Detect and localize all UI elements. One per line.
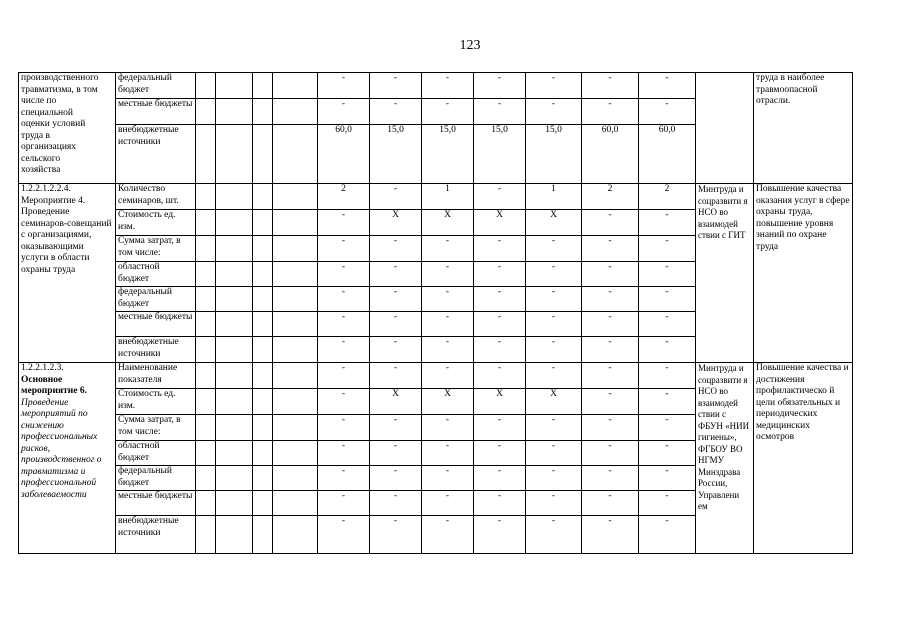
value-cell: -: [582, 99, 639, 125]
value-cell: -: [526, 491, 582, 516]
value-cell: -: [474, 287, 526, 312]
value-cell: -: [422, 262, 474, 287]
value-cell: -: [370, 262, 422, 287]
value-cell: -: [639, 312, 696, 337]
value-cell: -: [370, 236, 422, 262]
value-cell: -: [318, 466, 370, 491]
value-cell: -: [422, 441, 474, 466]
empty-cell: [273, 312, 318, 337]
value-cell: -: [370, 441, 422, 466]
empty-cell: [273, 99, 318, 125]
value-cell: X: [474, 389, 526, 415]
indicator-label: Сумма затрат, в том числе:: [116, 236, 196, 262]
empty-cell: [216, 262, 253, 287]
empty-cell: [253, 262, 273, 287]
value-cell: -: [526, 236, 582, 262]
value-cell: -: [370, 337, 422, 363]
value-cell: -: [639, 441, 696, 466]
empty-cell: [253, 312, 273, 337]
empty-cell: [253, 516, 273, 554]
value-cell: -: [422, 516, 474, 554]
activity-name-cell: [19, 184, 116, 363]
value-cell: -: [422, 415, 474, 441]
empty-cell: [253, 210, 273, 236]
indicator-label: Количество семинаров, шт.: [116, 184, 196, 210]
empty-cell: [196, 184, 216, 210]
activity-title: Мероприятие 4.: [21, 195, 86, 206]
value-cell: -: [526, 262, 582, 287]
value-cell: -: [422, 363, 474, 389]
empty-cell: [196, 125, 216, 184]
value-cell: -: [526, 516, 582, 554]
activity-name-line: организациях: [21, 142, 77, 152]
indicator-label: внебюджетные источники: [116, 125, 196, 184]
activity-description: Проведение мероприятий по снижению профессиональных рисков, производственног о травматизма и профессиональной заболеваемости: [21, 397, 102, 500]
value-cell: -: [582, 491, 639, 516]
value-cell: -: [318, 441, 370, 466]
value-cell: -: [422, 236, 474, 262]
empty-cell: [216, 491, 253, 516]
activity-name-line: сельского: [21, 153, 61, 164]
expected-result-cell: Повышение качества и достижения профилактическо й цели обязательных и периодических медицинских осмотров: [754, 363, 853, 554]
empty-cell: [196, 99, 216, 125]
value-cell: 15,0: [526, 125, 582, 184]
empty-cell: [273, 441, 318, 466]
value-cell: 2: [582, 184, 639, 210]
indicator-label: областной бюджет: [116, 441, 196, 466]
indicator-label: Сумма затрат, в том числе:: [116, 415, 196, 441]
empty-cell: [196, 491, 216, 516]
value-cell: -: [474, 184, 526, 210]
empty-cell: [273, 363, 318, 389]
empty-cell: [196, 312, 216, 337]
value-cell: 15,0: [370, 125, 422, 184]
empty-cell: [216, 516, 253, 554]
table-row: [19, 184, 853, 210]
empty-cell: [273, 466, 318, 491]
empty-cell: [196, 287, 216, 312]
activity-description: Проведение семинаров-совещаний с организациями, оказывающими услуги в области охраны труда: [21, 207, 112, 275]
value-cell: -: [422, 73, 474, 99]
value-cell: 1: [422, 184, 474, 210]
empty-cell: [216, 125, 253, 184]
empty-cell: [196, 337, 216, 363]
indicator-label: федеральный бюджет: [116, 466, 196, 491]
empty-cell: [273, 516, 318, 554]
value-cell: -: [474, 363, 526, 389]
value-cell: -: [318, 312, 370, 337]
empty-cell: [196, 466, 216, 491]
empty-cell: [253, 125, 273, 184]
empty-cell: [253, 184, 273, 210]
value-cell: -: [474, 99, 526, 125]
activity-code: 1.2.2.1.2.2.4.: [21, 184, 71, 194]
indicator-label: местные бюджеты: [116, 491, 196, 516]
value-cell: -: [639, 389, 696, 415]
empty-cell: [273, 184, 318, 210]
empty-cell: [253, 73, 273, 99]
empty-cell: [216, 389, 253, 415]
empty-cell: [196, 441, 216, 466]
value-cell: -: [422, 312, 474, 337]
activity-name-line: производственного: [21, 73, 99, 83]
value-cell: -: [582, 466, 639, 491]
value-cell: -: [526, 287, 582, 312]
empty-cell: [196, 262, 216, 287]
indicator-label: Стоимость ед. изм.: [116, 389, 196, 415]
value-cell: 2: [318, 184, 370, 210]
empty-cell: [216, 441, 253, 466]
empty-cell: [216, 363, 253, 389]
value-cell: -: [422, 337, 474, 363]
empty-cell: [273, 236, 318, 262]
empty-cell: [253, 415, 273, 441]
empty-cell: [216, 99, 253, 125]
empty-cell: [253, 363, 273, 389]
value-cell: -: [526, 312, 582, 337]
executor-cell: [696, 73, 754, 184]
value-cell: -: [474, 236, 526, 262]
table-body: [19, 73, 853, 554]
value-cell: -: [370, 415, 422, 441]
value-cell: -: [582, 441, 639, 466]
empty-cell: [273, 415, 318, 441]
empty-cell: [253, 491, 273, 516]
value-cell: -: [422, 99, 474, 125]
indicator-label: внебюджетные источники: [116, 516, 196, 554]
value-cell: -: [526, 363, 582, 389]
value-cell: -: [370, 516, 422, 554]
value-cell: -: [474, 262, 526, 287]
value-cell: -: [370, 73, 422, 99]
activity-title: Основное мероприятие 6.: [21, 374, 87, 396]
value-cell: -: [526, 99, 582, 125]
value-cell: -: [318, 491, 370, 516]
table-row: [19, 363, 853, 389]
empty-cell: [273, 389, 318, 415]
indicator-label: федеральный бюджет: [116, 73, 196, 99]
value-cell: -: [582, 210, 639, 236]
value-cell: -: [370, 184, 422, 210]
value-cell: X: [370, 389, 422, 415]
page-number: 123: [459, 38, 481, 53]
empty-cell: [253, 441, 273, 466]
value-cell: 60,0: [318, 125, 370, 184]
value-cell: 1: [526, 184, 582, 210]
empty-cell: [253, 99, 273, 125]
empty-cell: [216, 337, 253, 363]
empty-cell: [196, 236, 216, 262]
value-cell: -: [639, 287, 696, 312]
value-cell: -: [370, 287, 422, 312]
value-cell: -: [474, 516, 526, 554]
value-cell: -: [639, 363, 696, 389]
value-cell: -: [318, 236, 370, 262]
empty-cell: [253, 466, 273, 491]
activity-name-line: специальной: [21, 107, 73, 118]
value-cell: -: [318, 415, 370, 441]
value-cell: 15,0: [422, 125, 474, 184]
value-cell: X: [370, 210, 422, 236]
activity-name-cell: [19, 363, 116, 554]
value-cell: -: [474, 466, 526, 491]
value-cell: -: [582, 287, 639, 312]
empty-cell: [196, 415, 216, 441]
value-cell: -: [526, 415, 582, 441]
activity-name-line: хозяйства: [21, 165, 61, 175]
value-cell: -: [639, 491, 696, 516]
value-cell: -: [370, 99, 422, 125]
indicator-label: местные бюджеты: [116, 99, 196, 125]
indicator-label: Наименование показателя: [116, 363, 196, 389]
value-cell: 15,0: [474, 125, 526, 184]
empty-cell: [196, 210, 216, 236]
value-cell: -: [639, 415, 696, 441]
empty-cell: [253, 337, 273, 363]
value-cell: -: [639, 236, 696, 262]
empty-cell: [216, 415, 253, 441]
empty-cell: [196, 363, 216, 389]
empty-cell: [216, 184, 253, 210]
value-cell: -: [318, 516, 370, 554]
value-cell: -: [582, 516, 639, 554]
value-cell: -: [582, 236, 639, 262]
value-cell: -: [318, 363, 370, 389]
value-cell: -: [639, 73, 696, 99]
value-cell: -: [526, 73, 582, 99]
activity-name-line: травматизма, в том: [21, 84, 98, 95]
empty-cell: [196, 73, 216, 99]
indicator-label: внебюджетные источники: [116, 337, 196, 363]
value-cell: -: [422, 287, 474, 312]
value-cell: X: [474, 210, 526, 236]
value-cell: -: [318, 262, 370, 287]
empty-cell: [273, 337, 318, 363]
value-cell: -: [526, 466, 582, 491]
value-cell: -: [639, 99, 696, 125]
activity-name-cell: [19, 73, 116, 184]
indicator-label: областной бюджет: [116, 262, 196, 287]
value-cell: -: [474, 312, 526, 337]
value-cell: -: [639, 262, 696, 287]
value-cell: -: [639, 210, 696, 236]
empty-cell: [273, 73, 318, 99]
empty-cell: [253, 389, 273, 415]
indicator-label: Стоимость ед. изм.: [116, 210, 196, 236]
value-cell: -: [422, 491, 474, 516]
value-cell: -: [318, 210, 370, 236]
empty-cell: [216, 287, 253, 312]
empty-cell: [273, 210, 318, 236]
value-cell: -: [370, 312, 422, 337]
activity-code: 1.2.2.1.2.3.: [21, 363, 64, 373]
value-cell: -: [582, 363, 639, 389]
empty-cell: [273, 262, 318, 287]
empty-cell: [253, 287, 273, 312]
value-cell: -: [582, 337, 639, 363]
value-cell: -: [370, 491, 422, 516]
value-cell: X: [526, 389, 582, 415]
value-cell: -: [526, 441, 582, 466]
value-cell: -: [582, 415, 639, 441]
empty-cell: [216, 312, 253, 337]
indicator-label: федеральный бюджет: [116, 287, 196, 312]
value-cell: -: [318, 287, 370, 312]
executor-cell: Минтруда и соцразвити я НСО во взаимодей ствии с ГИТ: [696, 184, 754, 363]
activity-name-line: числе по: [21, 96, 57, 106]
value-cell: -: [422, 466, 474, 491]
empty-cell: [273, 125, 318, 184]
activity-name-line: труда в: [21, 130, 50, 141]
empty-cell: [273, 491, 318, 516]
value-cell: X: [422, 210, 474, 236]
value-cell: -: [318, 389, 370, 415]
value-cell: -: [582, 312, 639, 337]
value-cell: -: [639, 466, 696, 491]
expected-result-cell: труда в наиболее травмоопасной отрасли.: [754, 73, 853, 184]
empty-cell: [196, 389, 216, 415]
value-cell: 60,0: [582, 125, 639, 184]
value-cell: -: [639, 337, 696, 363]
value-cell: -: [318, 337, 370, 363]
value-cell: -: [474, 415, 526, 441]
expected-result-cell: Повышение качества оказания услуг в сфере охраны труда, повышение уровня знаний по охране труда: [754, 184, 853, 363]
empty-cell: [253, 236, 273, 262]
indicator-label: местные бюджеты: [116, 312, 196, 337]
value-cell: -: [582, 389, 639, 415]
empty-cell: [216, 210, 253, 236]
value-cell: -: [370, 466, 422, 491]
value-cell: -: [474, 337, 526, 363]
value-cell: -: [318, 73, 370, 99]
value-cell: X: [526, 210, 582, 236]
value-cell: -: [474, 441, 526, 466]
empty-cell: [216, 73, 253, 99]
value-cell: X: [422, 389, 474, 415]
value-cell: 60,0: [639, 125, 696, 184]
value-cell: -: [474, 491, 526, 516]
value-cell: -: [474, 73, 526, 99]
empty-cell: [273, 287, 318, 312]
activity-name-line: оценки условий: [21, 119, 86, 129]
value-cell: -: [582, 73, 639, 99]
value-cell: -: [318, 99, 370, 125]
value-cell: 2: [639, 184, 696, 210]
empty-cell: [216, 236, 253, 262]
table-row: [19, 73, 853, 99]
executor-cell: Минтруда и соцразвити я НСО во взаимодей ствии с ФБУН «НИИ гигиены», ФГБОУ ВО НГМУ Минздрава России, Управлени ем: [696, 363, 754, 554]
activities-table: [18, 72, 853, 554]
value-cell: -: [526, 337, 582, 363]
value-cell: -: [370, 363, 422, 389]
value-cell: -: [582, 262, 639, 287]
empty-cell: [196, 516, 216, 554]
value-cell: -: [639, 516, 696, 554]
empty-cell: [216, 466, 253, 491]
